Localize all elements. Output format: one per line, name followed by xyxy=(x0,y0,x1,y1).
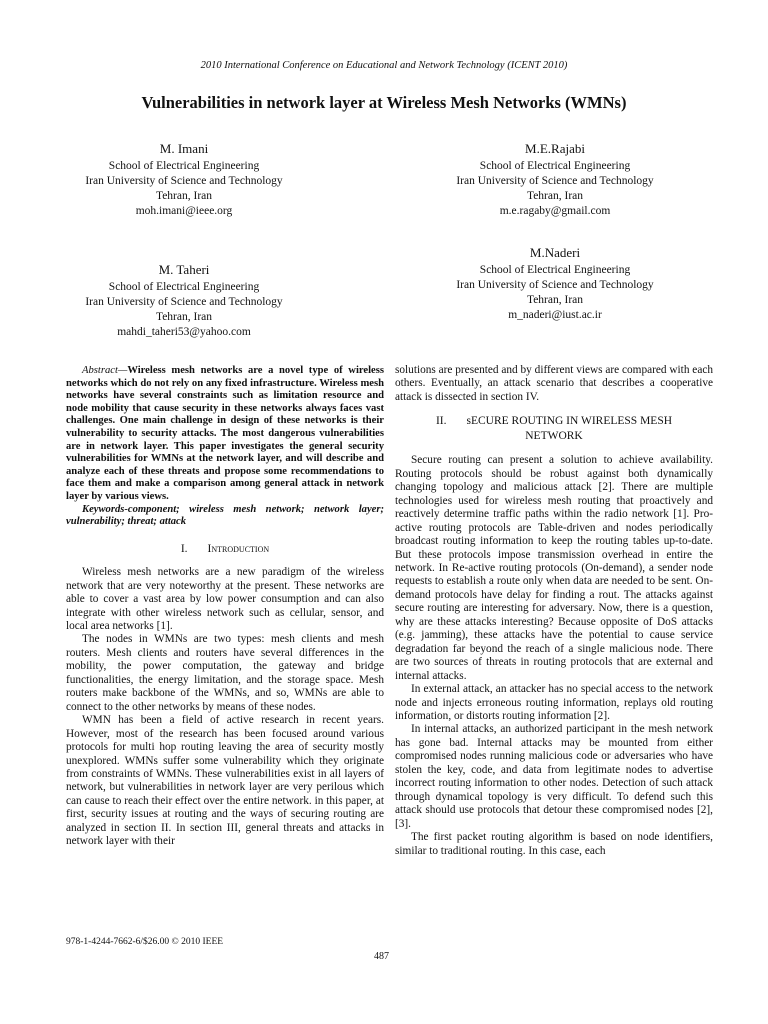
paper-title: Vulnerabilities in network layer at Wireless Mesh Networks (WMNs) xyxy=(141,93,627,112)
author-university: Iran University of Science and Technology xyxy=(85,296,283,308)
author-city: Tehran, Iran xyxy=(155,190,213,202)
section-number: II. xyxy=(435,415,447,428)
author-university: Iran University of Science and Technology xyxy=(85,175,283,187)
author-school: School of Electrical Engineering xyxy=(108,281,260,293)
author-block-2 xyxy=(405,141,705,219)
abstract-label: Abstract— xyxy=(82,365,128,376)
author-city: Tehran, Iran xyxy=(526,190,584,202)
left-column xyxy=(66,365,384,849)
author-email: m.e.ragaby@gmail.com xyxy=(499,205,611,217)
page-number: 487 xyxy=(374,951,389,962)
author-name: M. Taheri xyxy=(158,262,210,277)
section2-paragraph-3: In internal attacks, an authorized participant in the mesh network has gone bad. Internal attacks may be mounted from either compromised nodes running malicious code or adversaries who have stolen the key, code, and data from legitimate nodes to advertise incorrect routing information to other nodes. Detection of such attack through dynamical topology is very difficult. To defend such this attack should use protocols that detour these compromised nodes [2], [3]. xyxy=(395,723,713,830)
abstract-text: Wireless mesh networks are a novel type of wireless networks which do not rely on any fixed infrastructure. Wireless mesh networks have several constraints such as limitation resource and node mobility that cause security in these networks always faces vast challenges. One main challenge in design of these networks is their vulnerability to security attacks. The most dangerous vulnerabilities are in network layer. This paper investigates the general security vulnerabilities for WMNs at the network layer, and will describe and analyze each of these threats and propose some recommendations to face them and make a comparison among general attack in network layer by various views. xyxy=(66,365,384,502)
copyright-footer: 978-1-4244-7662-6/$26.00 © 2010 IEEE xyxy=(66,937,224,947)
author-name: M. Imani xyxy=(159,141,209,156)
section2-paragraph-1: Secure routing can present a solution to achieve availability. Routing protocols should be robust against both dynamically changing topology and malicious attack [2]. There are multiple technologies used for wireless mesh routing that proactively and reactively determine traffic paths within the radio network [1]. Pro-active routing protocols are Table-driven and nodes periodically broadcast routing information to keep the routing tables up-to-date. But these protocols impose transmission overhead in entire the network. In Re-active routing protocols (On-demand), a sender node requests to establish a route only when data are needed to be sent. On-demand protocols have delay for finding a rout. The attacks against secure routing are interesting for adversary. Now, there is a question, why are these attacks interesting? Because opposite of DoS attacks (e.g. jamming), these attacks have the potential to cause service degradation far beyond the reach of a single malicious node. There are two sources of threats in routing protocols that are external and internal attacks. xyxy=(395,454,713,682)
author-email: mahdi_taheri53@yahoo.com xyxy=(117,326,251,338)
section-title-line2: NETWORK xyxy=(525,430,583,443)
intro-paragraph-2: The nodes in WMNs are two types: mesh clients and mesh routers. Mesh clients and routers have several differences in the mobility, the power computation, the gateway and bridge functionalities, the energy limitation, and the storage space. Mesh routers make backbone of the WMNs, and so, WMNs are able to connect to the other networks by means of these nodes. xyxy=(66,633,384,713)
conference-header: 2010 International Conference on Educational and Network Technology (ICENT 2010) xyxy=(200,60,568,71)
section-number: I. xyxy=(180,542,188,555)
author-block-1 xyxy=(34,141,334,219)
author-university: Iran University of Science and Technology xyxy=(456,279,654,291)
intro-paragraph-3: WMN has been a field of active research in recent years. However, most of the research has been focused around various protocols for multi hop routing leaving the area of security mostly unexplored. WMNs suffer some vulnerability which they originate from constraints of WMNs. These vulnerabilities exist in all layers of network, but vulnerabilities in network layer are very perilous which can cause to reach their effect over the entire network. in this paper, at first, security issues at routing and the ways of securing routing are analyzed in section II. In section III, general threats and attacks in network layer with their xyxy=(66,714,384,848)
section2-paragraph-2: In external attack, an attacker has no special access to the network node and injects erroneous routing information, replays old routing information, or distorts routing information [2]. xyxy=(395,683,713,722)
intro-continuation: solutions are presented and by different views are compared with each others. Eventually, an attack scenario that describes a cooperative attack is dissected in section IV. xyxy=(395,364,713,403)
author-university: Iran University of Science and Technology xyxy=(456,175,654,187)
section-title: Introduction xyxy=(207,542,270,555)
author-name: M.Naderi xyxy=(529,245,581,260)
author-city: Tehran, Iran xyxy=(526,294,584,306)
author-email: moh.imani@ieee.org xyxy=(135,205,233,217)
author-name: M.E.Rajabi xyxy=(525,141,585,156)
keywords: Keywords-component; wireless mesh network; network layer; vulnerability; threat; attack xyxy=(66,503,384,528)
author-school: School of Electrical Engineering xyxy=(479,264,631,276)
author-block-4 xyxy=(405,245,705,323)
right-column xyxy=(395,364,713,858)
abstract xyxy=(66,365,384,504)
author-email: m_naderi@iust.ac.ir xyxy=(508,309,602,321)
section-title-line1: sECURE ROUTING IN WIRELESS MESH xyxy=(466,415,673,428)
author-block-3 xyxy=(34,262,334,340)
section-heading-introduction xyxy=(66,543,384,556)
intro-paragraph-1: Wireless mesh networks are a new paradigm of the wireless network that are very noteworthy at the present. These networks are able to cover a vast area by low power consumption and can also integrate with other wireless network such as cellular, sensor, and local area networks [1]. xyxy=(66,566,384,632)
author-school: School of Electrical Engineering xyxy=(479,160,631,172)
author-city: Tehran, Iran xyxy=(155,311,213,323)
author-school: School of Electrical Engineering xyxy=(108,160,260,172)
section-heading-secure-routing xyxy=(395,414,713,444)
section2-paragraph-4: The first packet routing algorithm is based on node identifiers, similar to traditional routing. In this case, each xyxy=(395,831,713,857)
